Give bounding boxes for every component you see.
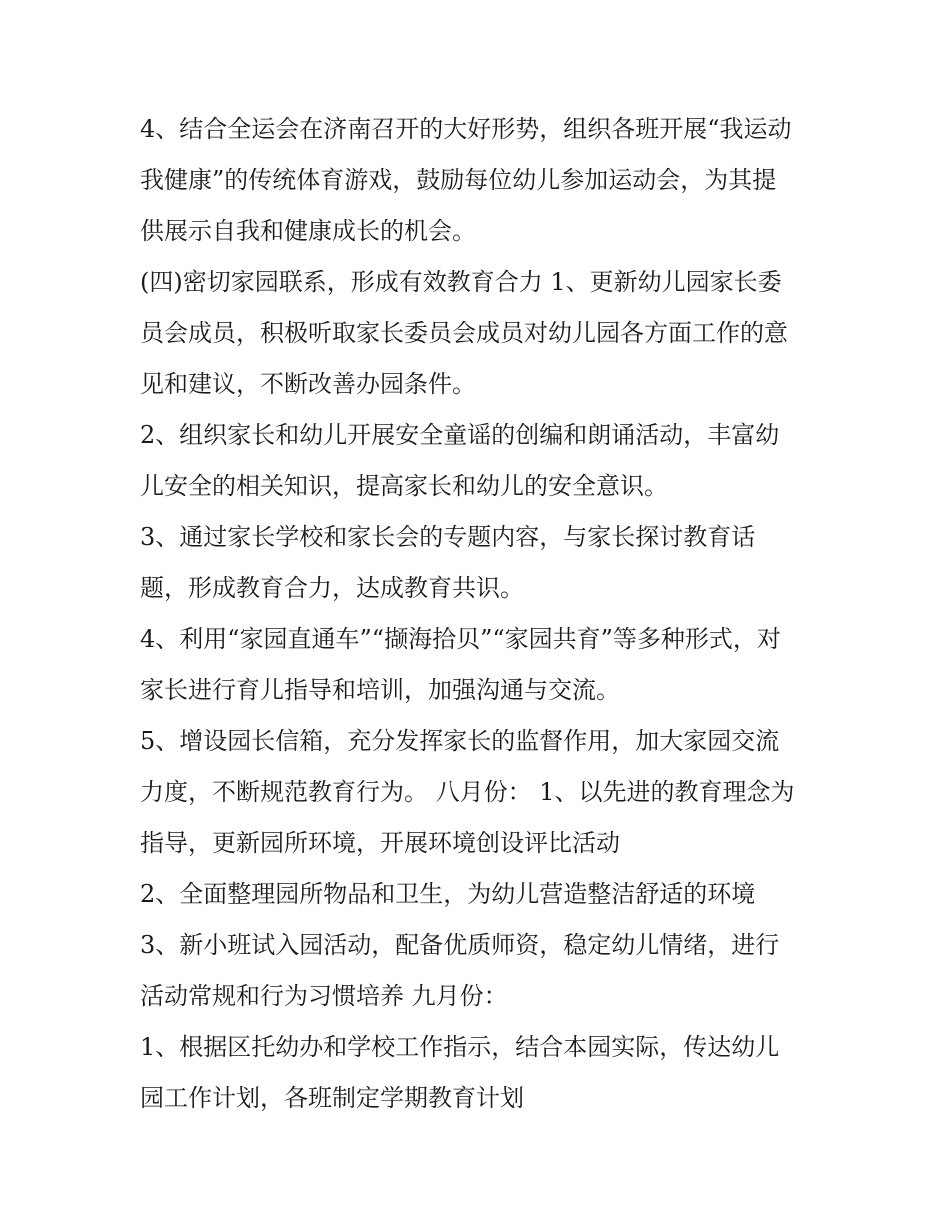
document-body [140,104,820,1124]
text-line: 题，形成教育合力，达成教育共识。 [140,574,524,602]
text-line: 见和建议，不断改善办园条件。 [140,370,476,398]
text-line: 活动常规和行为习惯培养 九月份： [140,982,508,1010]
text-line: 1、根据区托幼办和学校工作指示，结合本园实际，传达幼儿 [140,1033,780,1061]
text-line: 园工作计划，各班制定学期教育计划 [140,1084,524,1112]
text-line: 家长进行育儿指导和培训，加强沟通与交流。 [140,676,620,704]
text-line: 供展示自我和健康成长的机会。 [140,217,476,245]
text-line: 3、通过家长学校和家长会的专题内容，与家长探讨教育话 [140,523,756,551]
text-line: 员会成员，积极听取家长委员会成员对幼儿园各方面工作的意 [140,319,788,347]
section-heading-line: (四)密切家园联系，形成有效教育合力 1、更新幼儿园家长委 [140,268,782,296]
text-line: 力度，不断规范教育行为。 八月份： 1、以先进的教育理念为 [140,778,795,806]
text-line: 4、利用“家园直通车”“撷海拾贝”“家园共育”等多种形式，对 [140,625,781,653]
text-line: 指导，更新园所环境，开展环境创设评比活动 [140,829,620,857]
text-line: 儿安全的相关知识，提高家长和幼儿的安全意识。 [140,472,668,500]
text-line: 2、全面整理园所物品和卫生，为幼儿营造整洁舒适的环境 [140,880,756,908]
text-line: 2、组织家长和幼儿开展安全童谣的创编和朗诵活动，丰富幼 [140,421,780,449]
text-line: 5、增设园长信箱，充分发挥家长的监督作用，加大家园交流 [140,727,780,755]
text-line: 4、结合全运会在济南召开的大好形势，组织各班开展“我运动 [140,115,792,143]
text-line: 我健康”的传统体育游戏，鼓励每位幼儿参加运动会，为其提 [140,166,777,194]
text-line: 3、新小班试入园活动，配备优质师资，稳定幼儿情绪，进行 [140,931,780,959]
